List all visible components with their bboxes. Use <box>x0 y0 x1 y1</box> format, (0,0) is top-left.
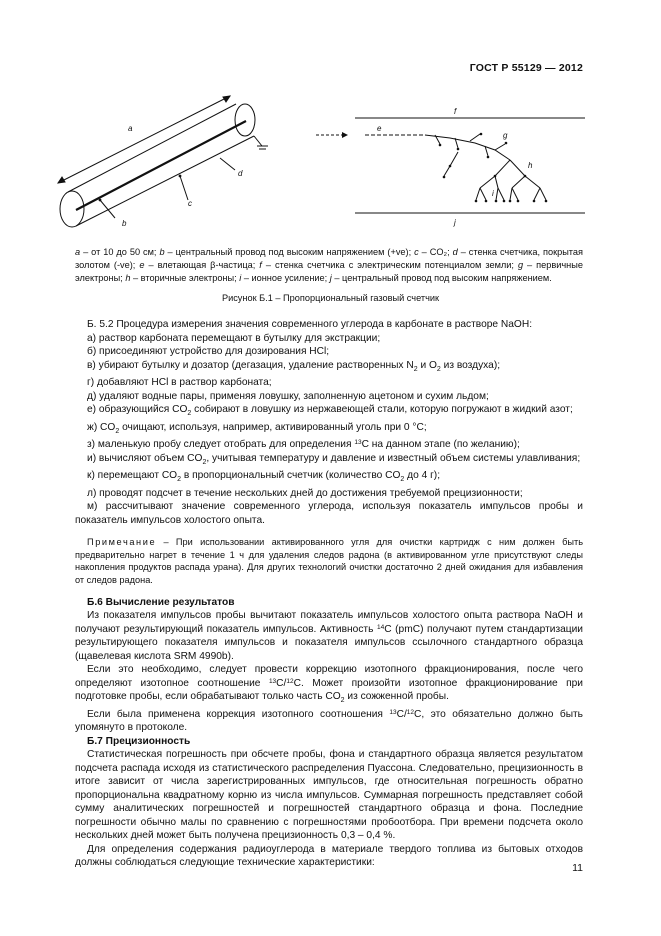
note: Примечание – При использовании активированного угля для очистки картридж с ним должен быть предварительно нагрет в течение 1 ч для удаления следов радона (в активированном угле присутствуют следы накопления продуктов распада урана). Для других технологий очистки достаточно 2 дней ожидания для избавления от следов радона. <box>75 537 583 585</box>
label-d: d <box>238 169 243 178</box>
page-number: 11 <box>572 862 583 874</box>
label-a: a <box>128 124 133 133</box>
figure-legend: a – от 10 до 50 см; b – центральный провод под высоким напряжением (+ve); c – CO₂; d – стенка счетчика, покрытая золотом (-ve); e – влетающая β-частица; f – стенка счетчика с электрическим потенциалом земли; g – первичные электроны; h – вторичные электроны; i – ионное усиление; j – центральный провод под высоким напряжением. <box>75 247 583 283</box>
list-item-e: е) образующийся $CO_2$ собирают в ловушку из нержавеющей стали, которую погружают в жидкий азот; <box>87 404 573 418</box>
label-h: h <box>528 161 533 170</box>
label-c: c <box>188 199 192 208</box>
cylinder-diagram <box>58 96 268 227</box>
section-b7-heading: Б.7 Прецизионность <box>87 735 191 747</box>
label-e: e <box>377 124 382 133</box>
list-item-d: д) удаляют водные пары, применяя ловушку, заполненную ацетоном и сухим льдом; <box>87 390 489 402</box>
label-i: i <box>492 189 494 198</box>
section-b6-para-3: Если была применена коррекция изотопного соотношения $^{13}$C/$^{12}$C, это обязательно должно быть упомянуто в протоколе. <box>75 708 583 734</box>
label-b: b <box>122 219 127 228</box>
list-item-z: з) маленькую пробу следует отобрать для определения $^{13}$C на данном этапе (по желанию); <box>87 439 520 451</box>
label-g: g <box>503 131 508 140</box>
list-item-a: а) раствор карбоната перемещают в бутылку для экстракции; <box>87 332 381 344</box>
list-item-m: м) рассчитывают значение современного углерода, используя показатель импульсов пробы и показатель импульсов холостого опыта. <box>75 501 583 526</box>
section-b7-para-2: Для определения содержания радиоуглерода в материале твердого топлива из бытовых отходов должны соблюдаться следующие технические характеристики: <box>75 843 583 869</box>
figure-caption: Рисунок Б.1 – Пропорциональный газовый счетчик <box>221 293 440 303</box>
section-b52-intro: Б. 5.2 Процедура измерения значения современного углерода в карбонате в растворе NaOH: <box>87 319 533 330</box>
list-item-v: в) убирают бутылку и дозатор (дегазация, удаление растворенных $N_2$ и $O_2$ из воздуха); <box>87 359 501 373</box>
list-item-k: к) перемещают $CO_2$ в пропорциональный счетчик (количество $CO_2$ до 4 г); <box>87 470 441 484</box>
section-b6-heading: Б.6 Вычисление результатов <box>87 596 235 608</box>
list-item-i: и) вычисляют объем $CO_2$, учитывая температуру и давление и известный объем системы улавливания; <box>87 452 581 466</box>
section-b6-para-1: Из показателя импульсов пробы вычитают показатель импульсов холостого опыта раствора NaOH и получают результирующий показатель импульсов. Активность $^{14}$C (pmC) получают путем стандартизации результирующего показателя импульсов и показателя импульсов ссылочного стандартного образца (щавелевая кислота SRM 4990b). <box>75 610 583 662</box>
list-item-g: г) добавляют HCl в раствор карбоната; <box>87 377 272 389</box>
proportional-counter-figure <box>40 88 630 238</box>
label-j: j <box>454 218 456 227</box>
note-label: Примечание <box>87 537 157 548</box>
process-arrow <box>316 132 348 138</box>
section-b6-para-2: Если это необходимо, следует провести коррекцию изотопного фракционирования, после чего определяют изотопное соотношение $^{13}$C/$^{12}$C. Может произойти изотопное фракционирование при подготовке пробы, если обрабатывают только часть $CO_2$ из сожженной пробы. <box>75 664 583 705</box>
avalanche-diagram <box>355 118 585 213</box>
document-body <box>75 318 583 870</box>
list-item-zh: ж) $CO_2$ очищают, используя, например, активированный уголь при 0 °С; <box>87 421 427 435</box>
list-item-b: б) присоединяют устройство для дозирования HCl; <box>87 346 330 357</box>
list-item-l: л) проводят подсчет в течение нескольких дней до достижения требуемой прецизионности; <box>87 487 523 499</box>
section-b7-para-1: Статистическая погрешность при обсчете пробы, фона и стандартного образца является результатом подсчета распада исходя из статистического распределения Пуассона. Следовательно, прецизионность в итоге зависит от числа зарегистрированных импульсов, где относительная погрешность обратно пропорциональна квадратному корню из числа импульсов. Суммарная погрешность представляет собой сумму аналитических погрешностей и погрешностей стандартного образца и фона. Последние погрешности обычно малы по сравнению с погрешностями пробоотбора. При времени подсчета около нескольких дней может быть получена прецизионность 0,3 – 0,4 %. <box>75 749 583 842</box>
label-f: f <box>454 107 457 116</box>
document-header: ГОСТ Р 55129 — 2012 <box>469 62 583 74</box>
